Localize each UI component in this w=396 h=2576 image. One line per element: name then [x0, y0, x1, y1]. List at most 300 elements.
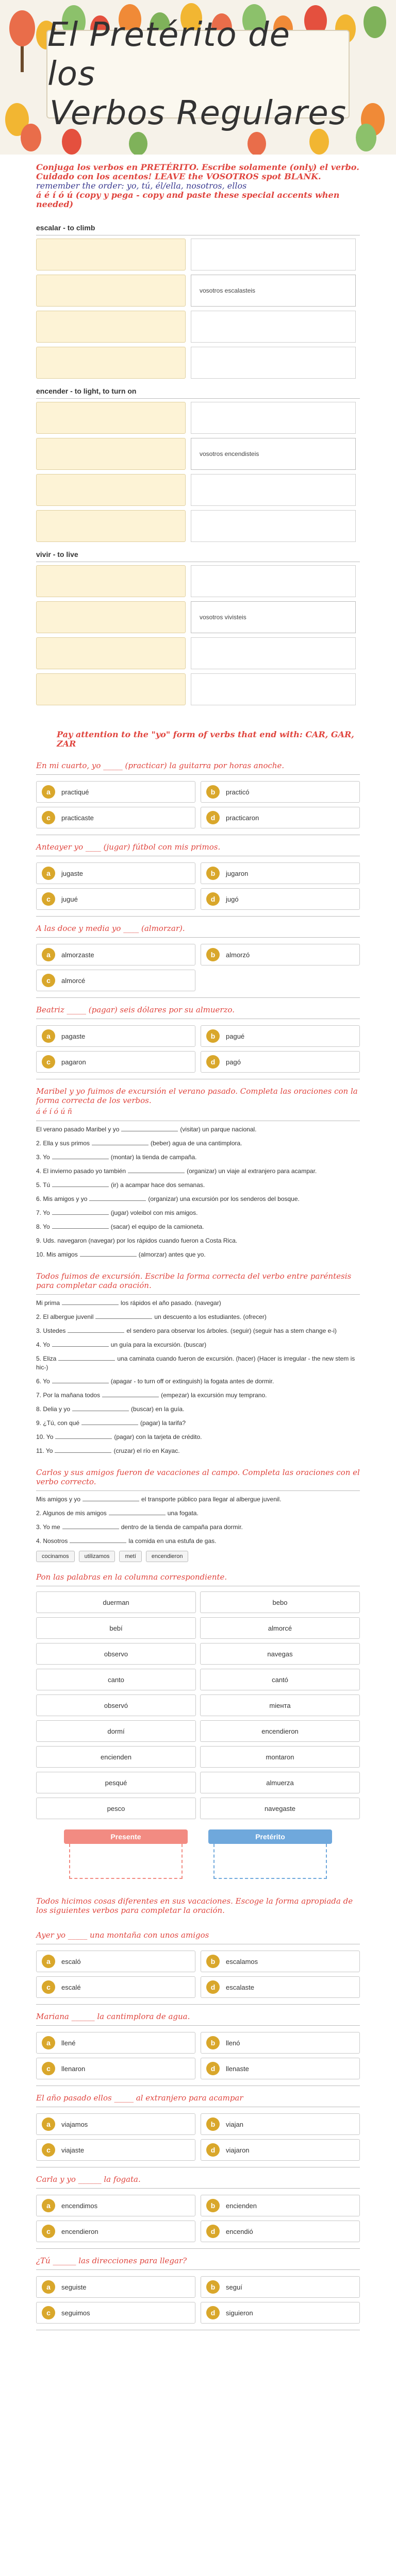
- sentence: [36, 1341, 360, 1349]
- conjugation-prompt: [191, 347, 356, 379]
- passage-question: [36, 1272, 360, 1295]
- bucket-label: Pretérito: [208, 1829, 332, 1844]
- answer-option[interactable]: [201, 862, 360, 884]
- sentence-end: un descuento a los estudiantes. (ofrecer): [154, 1313, 267, 1320]
- answer-option[interactable]: [36, 2195, 195, 2216]
- option-text: llené: [61, 2039, 76, 2047]
- answer-input[interactable]: [36, 510, 186, 542]
- option-text: almorzaste: [61, 951, 94, 959]
- option-letter-badge: a: [42, 867, 55, 880]
- blank-input[interactable]: [58, 1354, 115, 1361]
- conjugation-prompt: [191, 510, 356, 542]
- pay-attention-text: Pay attention to the "yo" form of verbs that end with: CAR, GAR, ZAR: [57, 730, 354, 749]
- sentence-end: (visitar) un parque nacional.: [180, 1126, 257, 1133]
- answer-option[interactable]: [201, 944, 360, 965]
- answer-option[interactable]: [36, 2221, 195, 2242]
- header-banner: [0, 0, 396, 155]
- question-text: Ayer yo _____ una montaña con unos amigos: [36, 1930, 360, 1944]
- page-title-line-1: El Pretérito de los: [47, 16, 290, 93]
- passage-question: [36, 1468, 360, 1491]
- sentence-end: dentro de la tienda de campaña para dormir.: [121, 1523, 243, 1531]
- option-text: practicó: [226, 788, 250, 796]
- sentence-start: 2. Algunos de mis amigos: [36, 1510, 107, 1517]
- option-letter-badge: a: [42, 2199, 55, 2212]
- conjugation-section: [0, 219, 396, 705]
- conjugation-prompt: vosotros vivisteis: [191, 601, 356, 633]
- answer-option[interactable]: [36, 781, 195, 803]
- blank-input[interactable]: [109, 1509, 166, 1515]
- sentence: [36, 1327, 360, 1335]
- option-letter-badge: d: [206, 811, 220, 824]
- answer-row: [36, 239, 360, 270]
- title-card: [46, 16, 350, 132]
- sentence-start: 9. Uds. navegaron (navegar) por los rápidos cuando fueron a Costa Rica.: [36, 1237, 238, 1244]
- sentence-start: 2. Ella y sus primos: [36, 1140, 90, 1147]
- options-grid: [36, 1025, 360, 1079]
- answer-option[interactable]: [201, 2221, 360, 2242]
- blank-input[interactable]: [62, 1523, 119, 1529]
- accent-helper: á é í ó ú ñ: [36, 1108, 72, 1116]
- answer-input[interactable]: [36, 673, 186, 705]
- blank-input[interactable]: [80, 1250, 137, 1257]
- answer-input[interactable]: [36, 311, 186, 343]
- option-text: escalamos: [226, 1957, 258, 1965]
- answer-input[interactable]: [36, 275, 186, 307]
- sentence-start: 2. El albergue juvenil: [36, 1313, 94, 1320]
- sort-word[interactable]: encendieron: [200, 1720, 360, 1742]
- answer-input[interactable]: [36, 402, 186, 434]
- answer-row: [36, 637, 360, 669]
- sentence-start: Mi prima: [36, 1299, 60, 1307]
- conjugation-prompt: [191, 673, 356, 705]
- answer-row: [36, 474, 360, 506]
- sort-word[interactable]: dormí: [36, 1720, 196, 1742]
- option-letter-badge: a: [42, 785, 55, 799]
- option-text: jugó: [226, 895, 239, 903]
- option-text: practicaron: [226, 814, 259, 822]
- conjugation-prompt: vosotros encendisteis: [191, 438, 356, 470]
- passage-2: [36, 1264, 360, 1455]
- answer-option[interactable]: [201, 781, 360, 803]
- passage-question-text: Carlos y sus amigos fueron de vacaciones al campo. Completa las oraciones con el verbo correcto.: [36, 1468, 360, 1486]
- sentence-end: (ir) a acampar hace dos semanas.: [111, 1181, 205, 1189]
- mcq2-intro-text: Todos hicimos cosas diferentes en sus vacaciones. Escoge la forma apropiada de los siguientes verbos para completar la oración.: [36, 1896, 353, 1915]
- option-letter-badge: b: [206, 2280, 220, 2294]
- option-text: llenaste: [226, 2064, 249, 2073]
- sort-word[interactable]: encienden: [36, 1746, 196, 1768]
- sort-word[interactable]: bebo: [200, 1591, 360, 1613]
- option-letter-badge: d: [206, 2225, 220, 2238]
- blank-input[interactable]: [121, 1125, 178, 1131]
- answer-option[interactable]: [36, 1051, 195, 1073]
- answer-option[interactable]: [36, 888, 195, 910]
- verb-block: [36, 383, 360, 542]
- option-letter-badge: b: [206, 1955, 220, 1968]
- sort-word[interactable]: navegaste: [200, 1798, 360, 1819]
- sort-bucket[interactable]: [208, 1829, 332, 1879]
- sentence: [36, 1223, 360, 1231]
- blank-input[interactable]: [55, 1433, 112, 1439]
- answer-input[interactable]: [36, 601, 186, 633]
- question-text: Mariana ______ la cantimplora de agua.: [36, 2012, 360, 2026]
- question-text: Anteayer yo ____ (jugar) fútbol con mis primos.: [36, 842, 360, 856]
- sentence: [36, 1495, 360, 1504]
- sentence-start: 9. ¿Tú, con qué: [36, 1419, 80, 1427]
- word-chip[interactable]: cocinamos: [36, 1551, 75, 1562]
- blank-input[interactable]: [70, 1537, 126, 1543]
- option-text: viajan: [226, 2120, 243, 2128]
- mcq-section-2: [0, 1923, 396, 2330]
- option-text: jugué: [61, 895, 78, 903]
- option-letter-badge: b: [206, 2199, 220, 2212]
- option-letter-badge: d: [206, 2306, 220, 2319]
- pay-attention-note: [0, 709, 396, 754]
- sentence-start: 4. Nosotros: [36, 1537, 68, 1545]
- sentence-end: (jugar) voleibol con mis amigos.: [110, 1209, 198, 1216]
- options-grid: [36, 2276, 360, 2330]
- option-letter-badge: d: [206, 1980, 220, 1994]
- sort-word[interactable]: canto: [36, 1669, 196, 1690]
- answer-option[interactable]: [201, 1051, 360, 1073]
- option-letter-badge: a: [42, 1029, 55, 1043]
- option-text: jugaron: [226, 869, 249, 877]
- sentence-end: (almorzar) antes que yo.: [138, 1251, 206, 1258]
- options-grid: [36, 2195, 360, 2249]
- sentence-end: (organizar) un viaje al extranjero para acampar.: [187, 1167, 317, 1175]
- options-grid: [36, 2032, 360, 2086]
- sentence: [36, 1537, 360, 1546]
- sentence: [36, 1195, 360, 1204]
- answer-row: [36, 311, 360, 343]
- sentence-start: 7. Por la mañana todos: [36, 1392, 101, 1399]
- option-text: encendieron: [61, 2227, 98, 2235]
- answer-input[interactable]: [36, 438, 186, 470]
- sentence: [36, 1419, 360, 1428]
- tree-decoration: [364, 6, 386, 38]
- answer-row: [36, 402, 360, 434]
- sentence-end: (montar) la tienda de campaña.: [110, 1154, 197, 1161]
- answer-option[interactable]: [36, 944, 195, 965]
- answer-row: [36, 275, 360, 307]
- option-text: seguí: [226, 2283, 242, 2291]
- option-text: seguimos: [61, 2309, 90, 2317]
- blank-input[interactable]: [82, 1495, 139, 1501]
- sentence-start: 8. Delia y yo: [36, 1405, 71, 1413]
- sentence: [36, 1250, 360, 1259]
- blank-input[interactable]: [89, 1195, 146, 1201]
- answer-option[interactable]: [201, 2195, 360, 2216]
- tree-decoration: [9, 10, 35, 46]
- word-bank: [36, 1551, 360, 1562]
- option-letter-badge: b: [206, 2117, 220, 2131]
- instruction-order: remember the order: yo, tú, él/ella, nosotros, ellos: [36, 181, 247, 191]
- conjugation-prompt: [191, 311, 356, 343]
- option-letter-badge: a: [42, 2117, 55, 2131]
- blank-input[interactable]: [102, 1391, 159, 1397]
- blank-input[interactable]: [68, 1327, 124, 1333]
- option-letter-badge: d: [206, 1055, 220, 1069]
- option-letter-badge: a: [42, 2280, 55, 2294]
- answer-input[interactable]: [36, 239, 186, 270]
- mcq-question: [36, 835, 360, 917]
- mcq-question: [36, 2249, 360, 2330]
- answer-input[interactable]: [36, 565, 186, 597]
- question-text: En mi cuarto, yo _____ (practicar) la guitarra por horas anoche.: [36, 761, 360, 775]
- blank-input[interactable]: [52, 1377, 109, 1383]
- passage-1: [36, 1079, 360, 1259]
- answer-option[interactable]: [36, 2032, 195, 2054]
- options-grid: [36, 944, 360, 998]
- answer-option[interactable]: [36, 2058, 195, 2079]
- option-text: practicaste: [61, 814, 94, 822]
- sort-bucket[interactable]: [64, 1829, 188, 1879]
- sort-word[interactable]: duerman: [36, 1591, 196, 1613]
- blank-input[interactable]: [52, 1181, 109, 1187]
- question-text: El año pasado ellos _____ al extranjero para acampar: [36, 2093, 360, 2107]
- instruction-text: Conjuga los verbos en PRETÉRITO. Escribe solamente (only) el verbo. Cuidado con los acentos! LEAVE the VOSOTROS spot BLANK.: [36, 162, 359, 181]
- mcq-question: [36, 998, 360, 1079]
- question-text: A las doce y media yo ____ (almorzar).: [36, 924, 360, 938]
- sentence: [36, 1354, 360, 1372]
- answer-option[interactable]: [201, 2058, 360, 2079]
- verb-block: [36, 546, 360, 705]
- answer-input[interactable]: [36, 347, 186, 379]
- passage-question-text: Maribel y yo fuimos de excursión el verano pasado. Completa las oraciones con la forma correcta de los verbos.: [36, 1087, 358, 1105]
- answer-option[interactable]: [36, 2113, 195, 2135]
- option-text: almorzó: [226, 951, 250, 959]
- conjugation-prompt: [191, 474, 356, 506]
- instruction-accents: á é í ó ú (copy y pega - copy and paste these special accents when needed): [36, 190, 340, 209]
- conjugation-prompt: [191, 565, 356, 597]
- blank-input[interactable]: [72, 1405, 129, 1411]
- option-text: pagó: [226, 1058, 241, 1066]
- tree-decoration: [129, 132, 147, 155]
- blank-input[interactable]: [95, 1313, 152, 1319]
- option-text: viajamos: [61, 2120, 88, 2128]
- tree-decoration: [356, 124, 376, 151]
- answer-input[interactable]: [36, 474, 186, 506]
- sentence-start: 6. Mis amigos y yo: [36, 1195, 88, 1202]
- blank-input[interactable]: [55, 1447, 111, 1453]
- mcq-question: [36, 917, 360, 998]
- answer-option[interactable]: [201, 2113, 360, 2135]
- sort-word[interactable]: pesco: [36, 1798, 196, 1819]
- sentence: [36, 1523, 360, 1532]
- option-letter-badge: b: [206, 867, 220, 880]
- sentence: [36, 1125, 360, 1134]
- answer-input[interactable]: [36, 637, 186, 669]
- sentence: [36, 1167, 360, 1176]
- option-text: encienden: [226, 2201, 257, 2210]
- passage-3: [36, 1461, 360, 1562]
- option-letter-badge: d: [206, 2062, 220, 2075]
- answer-option[interactable]: [36, 1025, 195, 1047]
- sentence-start: 3. Ustedes: [36, 1327, 66, 1334]
- answer-option[interactable]: [36, 2139, 195, 2161]
- sentence-end: (apagar - to turn off or extinguish) la fogata antes de dormir.: [110, 1378, 274, 1385]
- sentence-start: 6. Yo: [36, 1378, 50, 1385]
- sentence: [36, 1313, 360, 1321]
- mcq-question: [36, 754, 360, 835]
- option-letter-badge: c: [42, 1055, 55, 1069]
- option-text: viajaron: [226, 2146, 250, 2154]
- option-letter-badge: d: [206, 892, 220, 906]
- option-letter-badge: b: [206, 785, 220, 799]
- answer-option[interactable]: [201, 2139, 360, 2161]
- verb-block: [36, 219, 360, 379]
- answer-row: [36, 347, 360, 379]
- option-letter-badge: c: [42, 974, 55, 987]
- sentence-end: el transporte público para llegar al albergue juvenil.: [141, 1496, 282, 1503]
- word-chip[interactable]: utilizamos: [79, 1551, 116, 1562]
- sentence-end: (pagar) la tarifa?: [140, 1419, 186, 1427]
- option-letter-badge: c: [42, 892, 55, 906]
- option-text: viajaste: [61, 2146, 85, 2154]
- blank-input[interactable]: [52, 1153, 109, 1159]
- sentence-end: un guía para la excursión. (buscar): [110, 1341, 207, 1348]
- sentence: [36, 1377, 360, 1386]
- answer-option[interactable]: [36, 2276, 195, 2298]
- blank-input[interactable]: [52, 1209, 109, 1215]
- sort-word[interactable]: montaron: [200, 1746, 360, 1768]
- sort-word[interactable]: almuerza: [200, 1772, 360, 1793]
- sentence-start: 7. Yo: [36, 1209, 50, 1216]
- sort-word[interactable]: navegas: [200, 1643, 360, 1665]
- option-text: pagaste: [61, 1032, 86, 1040]
- bucket-drop-zone[interactable]: [69, 1844, 183, 1879]
- answer-option[interactable]: [201, 2302, 360, 2324]
- sentence: [36, 1209, 360, 1217]
- sentence-end: (organizar) una excursión por los senderos del bosque.: [148, 1195, 300, 1202]
- answer-option[interactable]: [201, 888, 360, 910]
- answer-option[interactable]: [36, 970, 195, 991]
- sentence-start: Mis amigos y yo: [36, 1496, 81, 1503]
- sort-word[interactable]: cantó: [200, 1669, 360, 1690]
- word-chip[interactable]: metí: [119, 1551, 141, 1562]
- blank-input[interactable]: [52, 1341, 109, 1347]
- option-letter-badge: a: [42, 2036, 55, 2049]
- options-grid: [36, 1951, 360, 2005]
- option-letter-badge: b: [206, 1029, 220, 1043]
- sentence-start: 8. Yo: [36, 1223, 50, 1230]
- sort-word[interactable]: observo: [36, 1643, 196, 1665]
- bucket-drop-zone[interactable]: [213, 1844, 327, 1879]
- answer-option[interactable]: [36, 2302, 195, 2324]
- answer-option[interactable]: [36, 1976, 195, 1998]
- verb-label: encender - to light, to turn on: [36, 383, 360, 399]
- sentence-start: 10. Mis amigos: [36, 1251, 78, 1258]
- option-text: escaló: [61, 1957, 81, 1965]
- sentence-end: una caminata cuando fueron de excursión. (hacer) (Hacer is irregular - the new stem is hic-): [36, 1355, 355, 1371]
- sentence: [36, 1447, 360, 1455]
- option-letter-badge: b: [206, 948, 220, 961]
- option-letter-badge: c: [42, 1980, 55, 1994]
- sort-buckets: [36, 1829, 360, 1879]
- sentence-end: (cruzar) el río en Kayac.: [113, 1447, 180, 1454]
- answer-option[interactable]: [201, 2032, 360, 2054]
- blank-input[interactable]: [81, 1419, 138, 1425]
- sentence: [36, 1236, 360, 1245]
- blank-input[interactable]: [128, 1167, 185, 1173]
- option-text: jugaste: [61, 869, 83, 877]
- sort-word[interactable]: almorcé: [200, 1617, 360, 1639]
- blank-input[interactable]: [52, 1223, 109, 1229]
- question-text: Beatriz _____ (pagar) seis dólares por su almuerzo.: [36, 1005, 360, 1019]
- option-letter-badge: c: [42, 2306, 55, 2319]
- sentence-start: 10. Yo: [36, 1433, 54, 1440]
- answer-row: [36, 673, 360, 705]
- sentence: [36, 1181, 360, 1190]
- sentence-end: (buscar) en la guía.: [131, 1405, 185, 1413]
- answer-option[interactable]: [36, 862, 195, 884]
- sentence: [36, 1391, 360, 1400]
- option-letter-badge: d: [206, 2143, 220, 2157]
- sentence-end: la comida en una estufa de gas.: [128, 1537, 217, 1545]
- mcq-question: [36, 2005, 360, 2086]
- sort-word[interactable]: pesqué: [36, 1772, 196, 1793]
- option-text: seguiste: [61, 2283, 87, 2291]
- word-chip[interactable]: encendieron: [146, 1551, 189, 1562]
- option-text: encendimos: [61, 2201, 98, 2210]
- sentence-start: 3. Yo: [36, 1154, 50, 1161]
- options-grid: [36, 2113, 360, 2167]
- sort-word[interactable]: observó: [36, 1694, 196, 1716]
- blank-input[interactable]: [62, 1299, 119, 1305]
- mcq-question: [36, 2167, 360, 2249]
- blank-input[interactable]: [92, 1139, 148, 1145]
- conjugation-prompt: vosotros escalasteis: [191, 275, 356, 307]
- answer-option[interactable]: [36, 1951, 195, 1972]
- option-letter-badge: c: [42, 2062, 55, 2075]
- conjugation-prompt: [191, 402, 356, 434]
- option-text: escalé: [61, 1983, 81, 1991]
- option-text: pagué: [226, 1032, 245, 1040]
- question-text: ¿Tú ______ las direcciones para llegar?: [36, 2256, 360, 2270]
- answer-option[interactable]: [201, 1951, 360, 1972]
- option-letter-badge: c: [42, 2143, 55, 2157]
- sentence: [36, 1405, 360, 1414]
- page-title-line-2: Verbos Regulares: [49, 94, 347, 132]
- option-text: siguieron: [226, 2309, 253, 2317]
- sort-word[interactable]: bebí: [36, 1617, 196, 1639]
- option-text: pagaron: [61, 1058, 86, 1066]
- mcq-section-1: [0, 754, 396, 1079]
- conjugation-prompt: [191, 637, 356, 669]
- sentence-start: 3. Yo me: [36, 1523, 60, 1531]
- mcq-question: [36, 2086, 360, 2167]
- sentence: [36, 1139, 360, 1148]
- conjugation-prompt: [191, 239, 356, 270]
- answer-option[interactable]: [201, 1976, 360, 1998]
- sentence: [36, 1509, 360, 1518]
- verb-label: escalar - to climb: [36, 219, 360, 235]
- option-text: encendió: [226, 2227, 253, 2235]
- mcq-question: [36, 1923, 360, 2005]
- option-text: llenaron: [61, 2064, 86, 2073]
- option-letter-badge: c: [42, 2225, 55, 2238]
- tree-decoration: [248, 132, 266, 155]
- answer-option[interactable]: [201, 807, 360, 828]
- answer-option[interactable]: [36, 807, 195, 828]
- mcq-section-2-intro: [36, 1889, 360, 1919]
- answer-option[interactable]: [201, 1025, 360, 1047]
- instructions: [0, 155, 396, 209]
- answer-option[interactable]: [201, 2276, 360, 2298]
- sort-word[interactable]: miента: [200, 1694, 360, 1716]
- sentence-start: 4. Yo: [36, 1341, 50, 1348]
- sentence-end: (sacar) el equipo de la camioneta.: [110, 1223, 204, 1230]
- sentence-end: (beber) agua de una cantimplora.: [151, 1140, 242, 1147]
